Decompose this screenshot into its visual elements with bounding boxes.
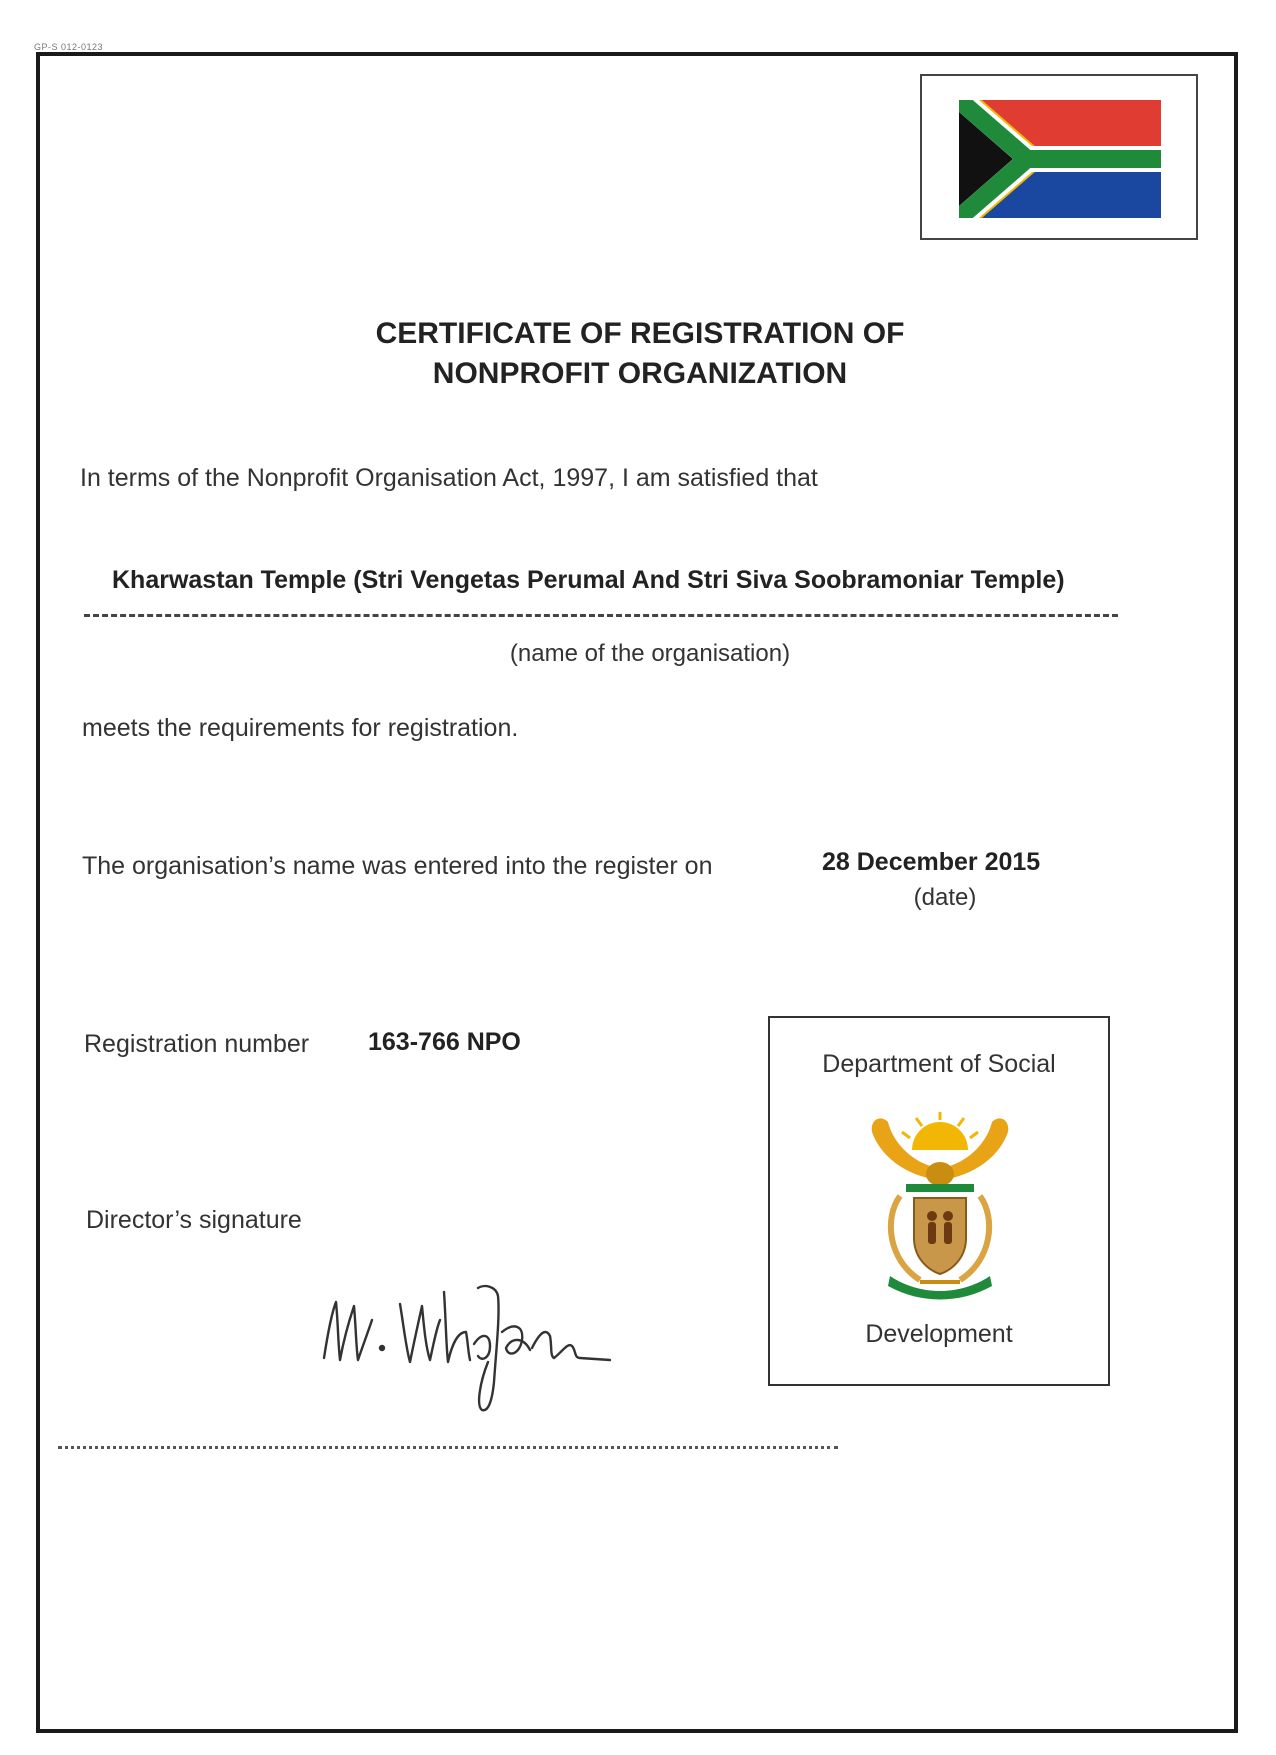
coat-of-arms-icon xyxy=(860,1110,1020,1300)
intro-text: In terms of the Nonprofit Organisation Act, 1997, I am satisfied that xyxy=(80,464,818,492)
requirements-text: meets the requirements for registration. xyxy=(82,714,519,742)
signature-dotted-line xyxy=(58,1446,838,1449)
title-line-2: NONPROFIT ORGANIZATION xyxy=(432,357,848,390)
signature-label: Director’s signature xyxy=(86,1206,302,1234)
stamp-line-1: Department of Social xyxy=(822,1050,1056,1078)
flag-box xyxy=(920,74,1198,240)
south-africa-flag-icon xyxy=(959,100,1161,218)
registration-number: 163-766 NPO xyxy=(368,1028,521,1056)
date-caption: (date) xyxy=(913,884,977,911)
director-signature xyxy=(318,1262,618,1422)
registration-label: Registration number xyxy=(84,1030,310,1058)
register-text: The organisation’s name was entered into the register on xyxy=(82,852,713,880)
register-date: 28 December 2015 xyxy=(822,848,1041,876)
organisation-name: Kharwastan Temple (Stri Vengetas Perumal And Stri Siva Soobramoniar Temple) xyxy=(112,566,1065,594)
name-caption: (name of the organisation) xyxy=(509,640,791,667)
form-code: GP-S 012-0123 xyxy=(34,42,104,52)
name-dashed-line xyxy=(84,614,1118,617)
title-line-1: CERTIFICATE OF REGISTRATION OF xyxy=(375,317,905,350)
certificate-frame xyxy=(36,52,1238,1733)
department-stamp xyxy=(768,1016,1110,1386)
certificate-title xyxy=(230,314,1050,394)
stamp-line-2: Development xyxy=(865,1320,1013,1348)
